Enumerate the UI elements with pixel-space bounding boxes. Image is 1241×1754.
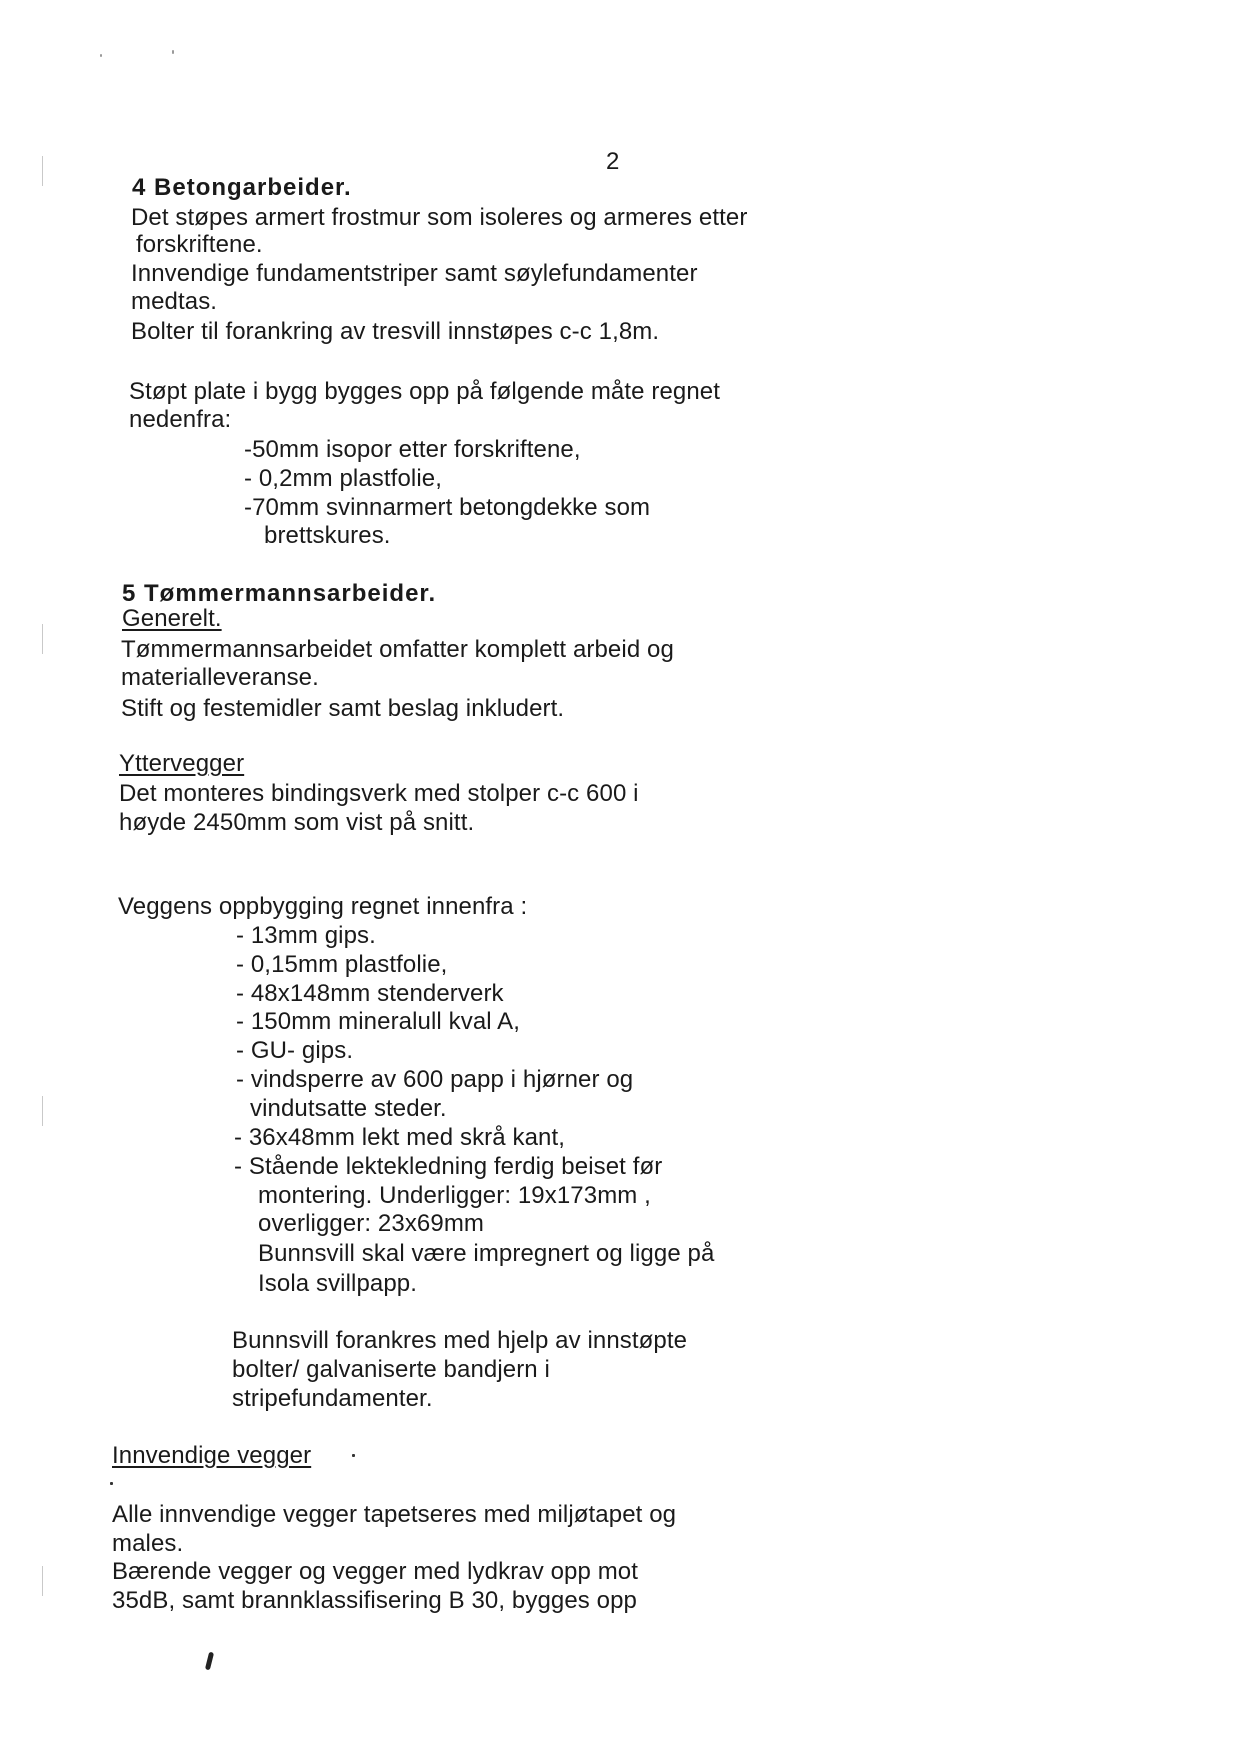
scan-speck xyxy=(100,54,102,57)
wall-build-item: Bunnsvill skal være impregnert og ligge på xyxy=(258,1240,715,1267)
section-4-line: Det støpes armert frostmur som isoleres og armeres etter xyxy=(131,204,748,231)
general-subheading: Generelt. xyxy=(122,605,222,632)
margin-mark xyxy=(42,156,43,186)
anchoring-line: bolter/ galvaniserte bandjern i xyxy=(232,1356,550,1383)
scan-speck xyxy=(352,1454,355,1457)
outer-walls-line: Det monteres bindingsverk med stolper c-c 600 i xyxy=(119,780,639,807)
wall-build-item: vindutsatte steder. xyxy=(250,1095,447,1122)
wall-build-intro: Veggens oppbygging regnet innenfra : xyxy=(118,893,528,920)
section-4-line: forskriftene. xyxy=(136,231,263,258)
plate-item: - 0,2mm plastfolie, xyxy=(244,465,442,492)
section-4-line: Innvendige fundamentstriper samt søylefundamenter xyxy=(131,260,698,287)
page-number: 2 xyxy=(606,148,620,175)
outer-walls-line: høyde 2450mm som vist på snitt. xyxy=(119,809,475,836)
margin-mark xyxy=(42,1566,43,1596)
margin-mark xyxy=(42,1096,43,1126)
plate-item: -70mm svinnarmert betongdekke som xyxy=(244,494,651,521)
inner-walls-line: Alle innvendige vegger tapetseres med miljøtapet og xyxy=(112,1501,677,1528)
plate-intro-line: Støpt plate i bygg bygges opp på følgende måte regnet xyxy=(129,378,721,405)
wall-build-item: - 36x48mm lekt med skrå kant, xyxy=(234,1124,566,1151)
section-4-line: medtas. xyxy=(131,288,218,315)
inner-walls-line: males. xyxy=(112,1530,184,1557)
scan-speck xyxy=(172,50,174,54)
general-line: Stift og festemidler samt beslag inkludert. xyxy=(121,695,565,722)
anchoring-line: Bunnsvill forankres med hjelp av innstøpte xyxy=(232,1327,688,1354)
section-4-line: Bolter til forankring av tresvill innstøpes c-c 1,8m. xyxy=(131,318,660,345)
wall-build-item: Isola svillpapp. xyxy=(258,1270,418,1297)
inner-walls-line: Bærende vegger og vegger med lydkrav opp mot xyxy=(112,1558,639,1585)
plate-item: brettskures. xyxy=(264,522,391,549)
general-line: Tømmermannsarbeidet omfatter komplett arbeid og xyxy=(121,636,674,663)
wall-build-item: - 0,15mm plastfolie, xyxy=(236,951,448,978)
inner-walls-line: 35dB, samt brannklassifisering B 30, bygges opp xyxy=(112,1587,638,1614)
plate-item: -50mm isopor etter forskriftene, xyxy=(244,436,581,463)
wall-build-item: - vindsperre av 600 papp i hjørner og xyxy=(236,1066,634,1093)
wall-build-item: montering. Underligger: 19x173mm , xyxy=(258,1182,651,1209)
general-line: materialleveranse. xyxy=(121,664,319,691)
outer-walls-subheading: Yttervegger xyxy=(119,750,245,777)
anchoring-line: stripefundamenter. xyxy=(232,1385,433,1412)
wall-build-item: overligger: 23x69mm xyxy=(258,1210,484,1237)
wall-build-item: - 150mm mineralull kval A, xyxy=(236,1008,521,1035)
wall-build-item: - 48x148mm stenderverk xyxy=(236,980,504,1007)
plate-intro-line: nedenfra: xyxy=(129,406,232,433)
margin-mark xyxy=(42,624,43,654)
wall-build-item: - 13mm gips. xyxy=(236,922,376,949)
section-5-heading: 5 Tømmermannsarbeider. xyxy=(122,580,437,607)
pen-mark xyxy=(205,1652,214,1671)
wall-build-item: - GU- gips. xyxy=(236,1037,354,1064)
inner-walls-subheading: Innvendige vegger xyxy=(112,1442,312,1469)
wall-build-item: - Stående lektekledning ferdig beiset før xyxy=(234,1153,663,1180)
scan-speck xyxy=(110,1482,113,1485)
section-4-heading: 4 Betongarbeider. xyxy=(132,174,352,201)
